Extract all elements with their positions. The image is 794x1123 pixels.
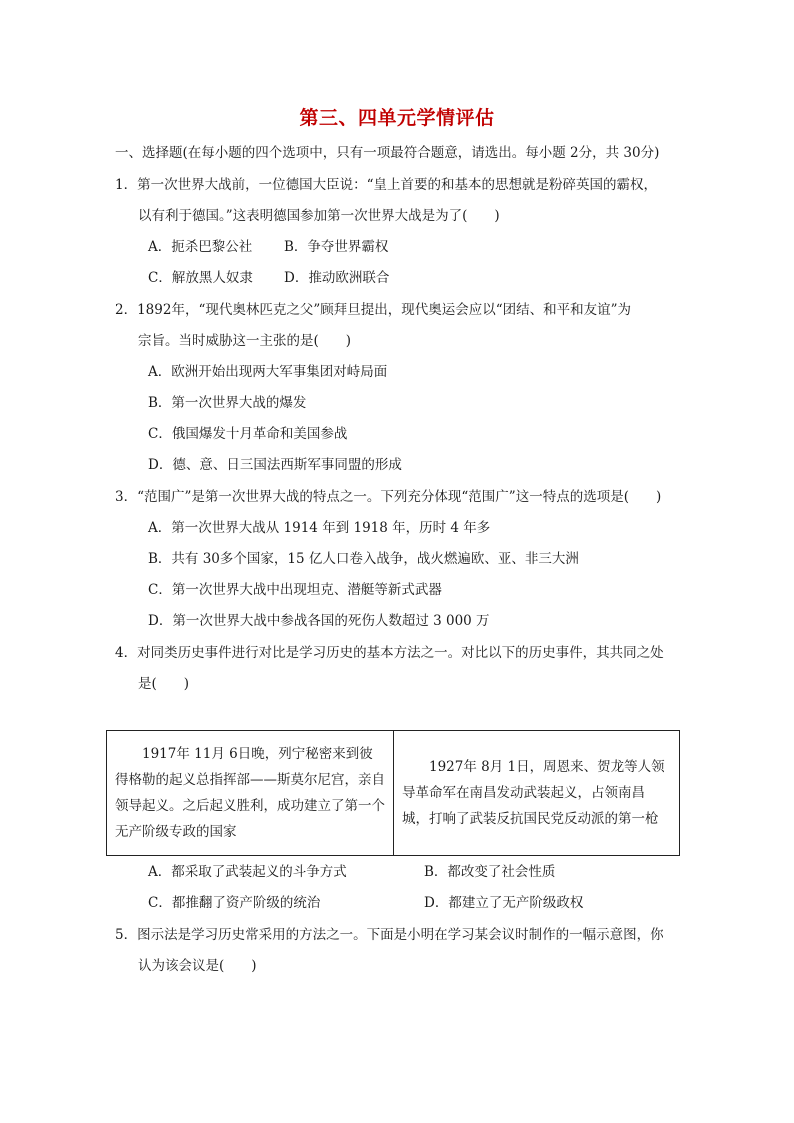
- question-4-line-1: 4．对同类历史事件进行对比是学习历史的基本方法之一。对比以下的历史事件，其共同之处: [115, 645, 664, 661]
- question-1-option-b: B．争夺世界霸权: [284, 239, 389, 255]
- question-4-option-d: D．都建立了无产阶级政权: [424, 895, 584, 911]
- question-2-option-b: B．第一次世界大战的爆发: [148, 395, 307, 411]
- question-4-option-b: B．都改变了社会性质: [424, 864, 556, 880]
- comparison-text-right: 1927年 8月 1日，周恩来、贺龙等人领导革命军在南昌发动武装起义，占领南昌城，打响了武装反抗国民党反动派的第一枪: [402, 759, 665, 827]
- question-4-option-a: A．都采取了武装起义的斗争方式: [148, 864, 347, 880]
- comparison-cell-october-revolution: [107, 731, 394, 855]
- comparison-cell-nanchang-uprising: [394, 731, 679, 855]
- question-3-line-1: 3．“范围广”是第一次世界大战的特点之一。下列充分体现“范围广”这一特点的选项是( ): [115, 489, 662, 505]
- question-5-line-1: 5．图示法是学习历史常采用的方法之一。下面是小明在学习某会议时制作的一幅示意图，你: [115, 927, 664, 943]
- question-2-option-d: D．德、意、日三国法西斯军事同盟的形成: [148, 457, 402, 473]
- question-2-line-1: 2．1892年，“现代奥林匹克之父”顾拜旦提出，现代奥运会应以“团结、和平和友谊”为: [115, 302, 632, 318]
- question-3-option-d: D．第一次世界大战中参战各国的死伤人数超过 3 000 万: [148, 613, 490, 629]
- question-1-option-c: C．解放黑人奴隶: [148, 270, 253, 286]
- question-1-option-d: D．推动欧洲联合: [284, 270, 390, 286]
- question-4-line-2: 是( ): [138, 676, 190, 692]
- question-3-option-a: A．第一次世界大战从 1914 年到 1918 年，历时 4 年多: [148, 520, 491, 536]
- section-heading: 一、选择题(在每小题的四个选项中，只有一项最符合题意，请选出。每小题 2分，共 30分): [115, 145, 660, 161]
- question-4-option-c: C．都推翻了资产阶级的统治: [148, 895, 321, 911]
- question-1-line-2: 以有利于德国。”这表明德国参加第一次世界大战是为了( ): [138, 208, 500, 224]
- question-5-line-2: 认为该会议是( ): [138, 958, 257, 974]
- question-2-option-a: A．欧洲开始出现两大军事集团对峙局面: [148, 364, 388, 380]
- question-2-line-2: 宗旨。当时威胁这一主张的是( ): [138, 333, 352, 349]
- question-3-option-c: C．第一次世界大战中出现坦克、潜艇等新式武器: [148, 582, 442, 598]
- question-1-line-1: 1．第一次世界大战前，一位德国大臣说：“皇上首要的和基本的思想就是粉碎英国的霸权，: [115, 177, 657, 193]
- page-title: 第三、四单元学情评估: [299, 107, 495, 129]
- comparison-table: [106, 730, 680, 856]
- question-3-option-b: B．共有 30多个国家，15 亿人口卷入战争，战火燃遍欧、亚、非三大洲: [148, 551, 579, 567]
- question-2-option-c: C．俄国爆发十月革命和美国参战: [148, 426, 348, 442]
- question-1-option-a: A．扼杀巴黎公社: [148, 239, 253, 255]
- comparison-text-left: 1917年 11月 6日晚，列宁秘密来到彼得格勒的起义总指挥部——斯莫尔尼宫，亲自领导起义。之后起义胜利，成功建立了第一个无产阶级专政的国家: [115, 746, 385, 840]
